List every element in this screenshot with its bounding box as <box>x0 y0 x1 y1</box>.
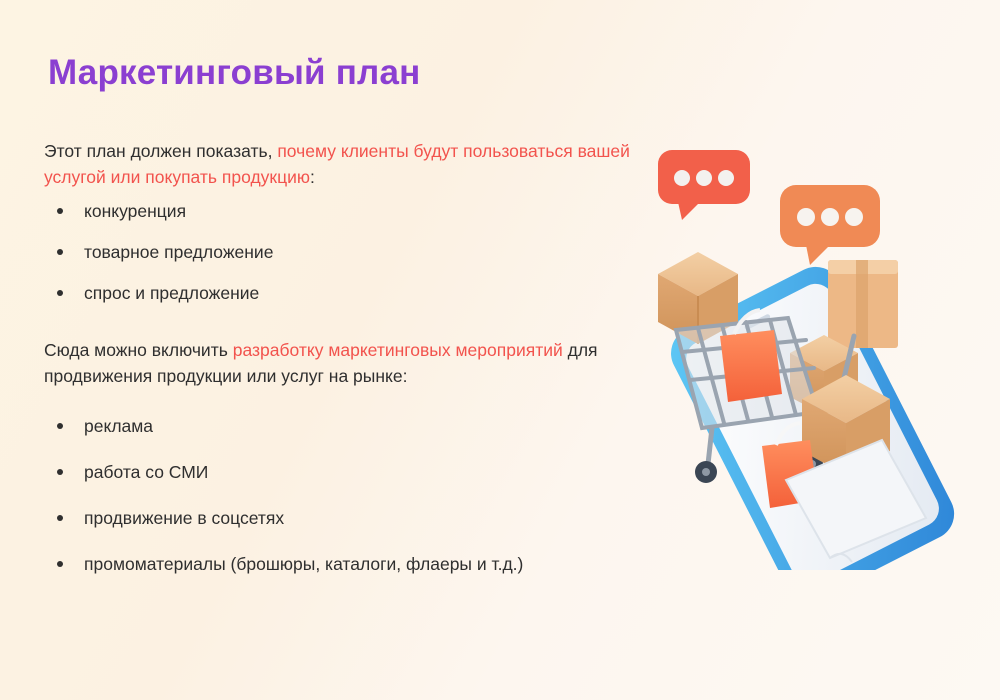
parcel-box <box>828 260 898 348</box>
page-title: Маркетинговый план <box>48 53 421 93</box>
list-item: конкуренция <box>44 200 644 222</box>
paragraph-2-tail: для продвижения продукции или услуг на рынке: <box>44 340 598 386</box>
bullet-list-2 <box>44 415 644 575</box>
paragraph-2-highlight: разработку маркетинговых мероприятий <box>232 340 563 360</box>
spacer <box>44 323 644 337</box>
slide-body <box>44 138 644 599</box>
chat-bubble-icon <box>658 150 750 220</box>
paragraph-1-tail: : <box>310 167 315 187</box>
chat-bubble-icon <box>780 185 880 265</box>
list-item: спрос и предложение <box>44 282 644 304</box>
spacer <box>44 395 644 405</box>
paragraph-1-highlight: почему клиенты будут пользоваться вашей услугой или покупать продукцию <box>44 141 630 187</box>
paragraph-2 <box>44 337 644 389</box>
list-item: реклама <box>44 415 644 437</box>
paragraph-2-lead: Сюда можно включить <box>44 340 233 360</box>
paragraph-1-lead: Этот план должен показать, <box>44 141 278 161</box>
shopping-cart-on-phone-illustration <box>640 140 980 570</box>
list-item: товарное предложение <box>44 241 644 263</box>
paragraph-1 <box>44 138 644 190</box>
list-item: промоматериалы (брошюры, каталоги, флаеры и т.д.) <box>44 553 644 575</box>
list-item: работа со СМИ <box>44 461 644 483</box>
bullet-list-1 <box>44 200 644 304</box>
list-item: продвижение в соцсетях <box>44 507 644 529</box>
